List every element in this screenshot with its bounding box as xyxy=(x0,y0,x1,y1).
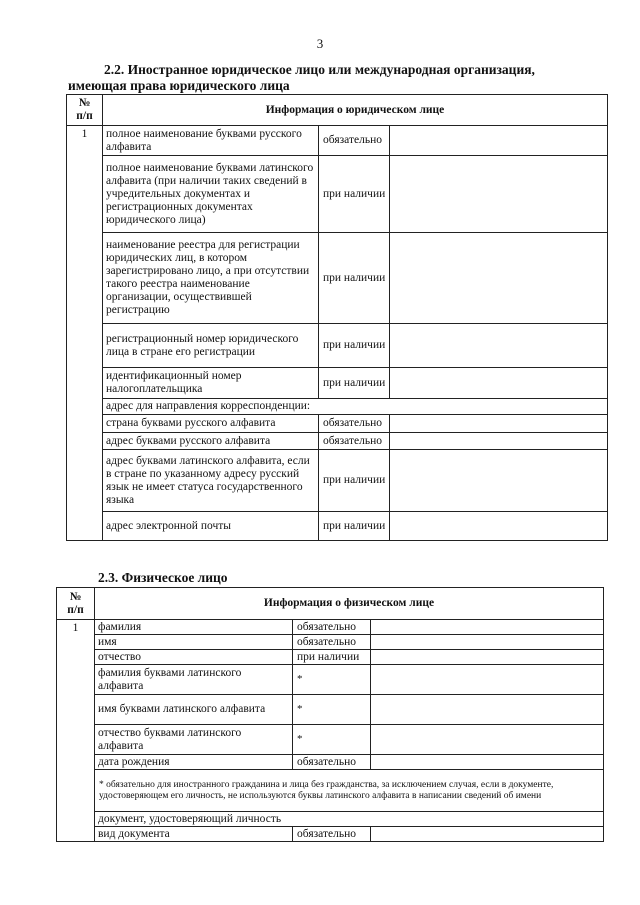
row-number: 1 xyxy=(67,126,103,541)
field-requirement: при наличии xyxy=(319,368,390,399)
field-requirement: при наличии xyxy=(293,650,371,665)
field-requirement: обязательно xyxy=(319,433,390,450)
field-value-cell xyxy=(371,695,604,725)
field-label: адрес буквами латинского алфавита, если в стране по указанному адресу русский язык не имеет статуса государственного языка xyxy=(103,450,319,512)
field-requirement: обязательно xyxy=(293,635,371,650)
field-label: страна буквами русского алфавита xyxy=(103,415,319,433)
field-label: имя буквами латинского алфавита xyxy=(95,695,293,725)
col-number-header: № п/п xyxy=(67,95,103,126)
field-label: отчество xyxy=(95,650,293,665)
field-value-cell xyxy=(371,827,604,842)
legal-entity-table xyxy=(66,94,608,541)
document-group-header: документ, удостоверяющий личность xyxy=(95,812,604,827)
field-value-cell xyxy=(371,725,604,755)
field-value-cell xyxy=(390,415,608,433)
field-label: регистрационный номер юридического лица в стране его регистрации xyxy=(103,324,319,368)
field-value-cell xyxy=(390,156,608,233)
field-label: отчество буквами латинского алфавита xyxy=(95,725,293,755)
field-requirement: при наличии xyxy=(319,324,390,368)
field-requirement: * xyxy=(293,695,371,725)
individual-table xyxy=(56,587,604,842)
field-label: имя xyxy=(95,635,293,650)
field-label: адрес буквами русского алфавита xyxy=(103,433,319,450)
field-label: фамилия буквами латинского алфавита xyxy=(95,665,293,695)
field-requirement: обязательно xyxy=(319,415,390,433)
field-requirement: обязательно xyxy=(293,755,371,770)
address-group-header: адрес для направления корреспонденции: xyxy=(103,399,608,415)
field-value-cell xyxy=(390,233,608,324)
field-value-cell xyxy=(390,512,608,541)
field-requirement: при наличии xyxy=(319,450,390,512)
field-value-cell xyxy=(371,620,604,635)
field-label: идентификационный номер налогоплательщика xyxy=(103,368,319,399)
field-requirement: обязательно xyxy=(319,126,390,156)
field-requirement: обязательно xyxy=(293,827,371,842)
field-label: полное наименование буквами русского алфавита xyxy=(103,126,319,156)
page-number: 3 xyxy=(316,36,324,51)
field-requirement: при наличии xyxy=(319,512,390,541)
field-requirement: при наличии xyxy=(319,233,390,324)
col-info-header: Информация о юридическом лице xyxy=(103,95,608,126)
field-value-cell xyxy=(390,433,608,450)
field-requirement: обязательно xyxy=(293,620,371,635)
footnote: * обязательно для иностранного гражданина и лица без гражданства, за исключением случая, если в документе, удостоверяющем его личность, не используются буквы латинского алфавита в написании сведений об имени xyxy=(95,770,604,812)
field-requirement: * xyxy=(293,665,371,695)
field-label: дата рождения xyxy=(95,755,293,770)
field-value-cell xyxy=(371,755,604,770)
section-2-2-heading-line2: имеющая права юридического лица xyxy=(68,78,290,93)
field-value-cell xyxy=(371,665,604,695)
section-2-2-heading-line1: 2.2. Иностранное юридическое лицо или международная организация, xyxy=(104,62,535,77)
field-label: адрес электронной почты xyxy=(103,512,319,541)
field-value-cell xyxy=(371,650,604,665)
col-number-header: № п/п xyxy=(57,588,95,620)
field-value-cell xyxy=(390,450,608,512)
field-value-cell xyxy=(371,635,604,650)
field-requirement: * xyxy=(293,725,371,755)
col-info-header: Информация о физическом лице xyxy=(95,588,604,620)
field-label: полное наименование буквами латинского алфавита (при наличии таких сведений в учредительных документах и регистрационных документах юридического лица) xyxy=(103,156,319,233)
field-value-cell xyxy=(390,126,608,156)
field-requirement: при наличии xyxy=(319,156,390,233)
section-2-3-heading: 2.3. Физическое лицо xyxy=(98,570,228,585)
field-value-cell xyxy=(390,368,608,399)
field-label: наименование реестра для регистрации юридических лиц, в котором зарегистрировано лицо, а при отсутствии такого реестра наименование организации, осуществившей регистрацию xyxy=(103,233,319,324)
field-label: вид документа xyxy=(95,827,293,842)
field-label: фамилия xyxy=(95,620,293,635)
field-value-cell xyxy=(390,324,608,368)
row-number: 1 xyxy=(57,620,95,842)
